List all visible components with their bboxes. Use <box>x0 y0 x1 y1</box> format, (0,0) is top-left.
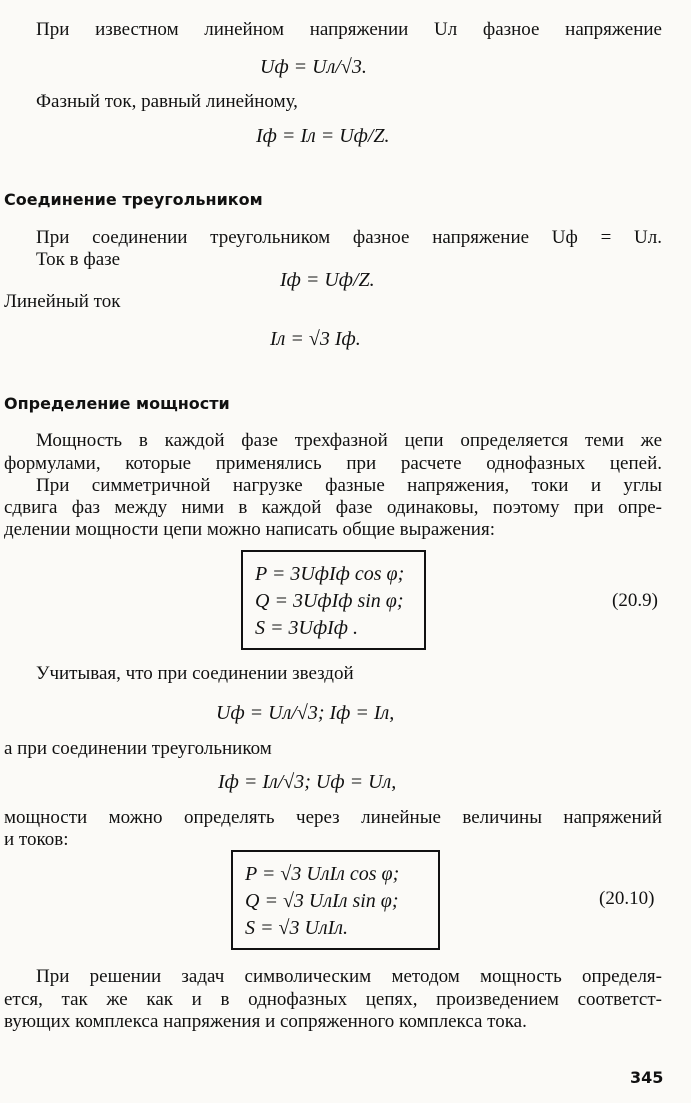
text-line: При решении задач символическим методом мощность определя- <box>36 966 662 987</box>
section-heading: Определение мощности <box>4 394 230 413</box>
formula-apparent-power: S = √3 UлIл. <box>245 917 349 939</box>
formula-box-phase-power <box>241 550 426 650</box>
page-number: 345 <box>630 1068 664 1087</box>
formula-reactive-power: Q = √3 UлIл sin φ; <box>245 890 399 912</box>
text-line: делении мощности цепи можно написать общие выражения: <box>4 519 495 540</box>
formula-reactive-power: Q = 3UфIф sin φ; <box>255 590 404 612</box>
text-line: формулами, которые применялись при расчете однофазных цепей. <box>4 453 662 474</box>
formula-star-relations: Uф = Uл/√3; Iф = Iл, <box>216 702 395 724</box>
text-line: При соединении треугольником фазное напряжение Uф = Uл. <box>36 227 662 248</box>
text-line: Учитывая, что при соединении звездой <box>36 663 354 684</box>
text-line: вующих комплекса напряжения и сопряженного комплекса тока. <box>4 1011 527 1032</box>
formula-active-power: P = 3UфIф cos φ; <box>255 563 405 585</box>
text-line: Фазный ток, равный линейному, <box>36 91 298 112</box>
text-line: Линейный ток <box>4 291 121 312</box>
formula-delta-phase-current: Iф = Uф/Z. <box>280 269 375 291</box>
text-line: и токов: <box>4 829 69 850</box>
formula-apparent-power: S = 3UфIф . <box>255 617 358 639</box>
formula-phase-current: Iф = Iл = Uф/Z. <box>256 125 390 147</box>
text-line: При симметричной нагрузке фазные напряжения, токи и углы <box>36 475 662 496</box>
equation-number: (20.10) <box>599 888 655 909</box>
text-line: а при соединении треугольником <box>4 738 272 759</box>
text-line: Ток в фазе <box>36 249 121 270</box>
equation-number: (20.9) <box>612 590 658 611</box>
formula-phase-voltage: Uф = Uл/√3. <box>260 56 367 78</box>
formula-active-power: P = √3 UлIл cos φ; <box>245 863 400 885</box>
formula-line-current: Iл = √3 Iф. <box>270 328 361 350</box>
text-line: Мощность в каждой фазе трехфазной цепи определяется теми же <box>36 430 662 451</box>
formula-delta-relations: Iф = Iл/√3; Uф = Uл, <box>218 771 397 793</box>
section-heading: Соединение треугольником <box>4 190 263 209</box>
text-line: При известном линейном напряжении Uл фазное напряжение <box>36 19 662 40</box>
text-line: мощности можно определять через линейные величины напряжений <box>4 807 662 828</box>
text-line: сдвига фаз между ними в каждой фазе одинаковы, поэтому при опре- <box>4 497 662 518</box>
formula-box-line-power <box>231 850 440 950</box>
text-line: ется, так же как и в однофазных цепях, произведением соответст- <box>4 989 662 1010</box>
